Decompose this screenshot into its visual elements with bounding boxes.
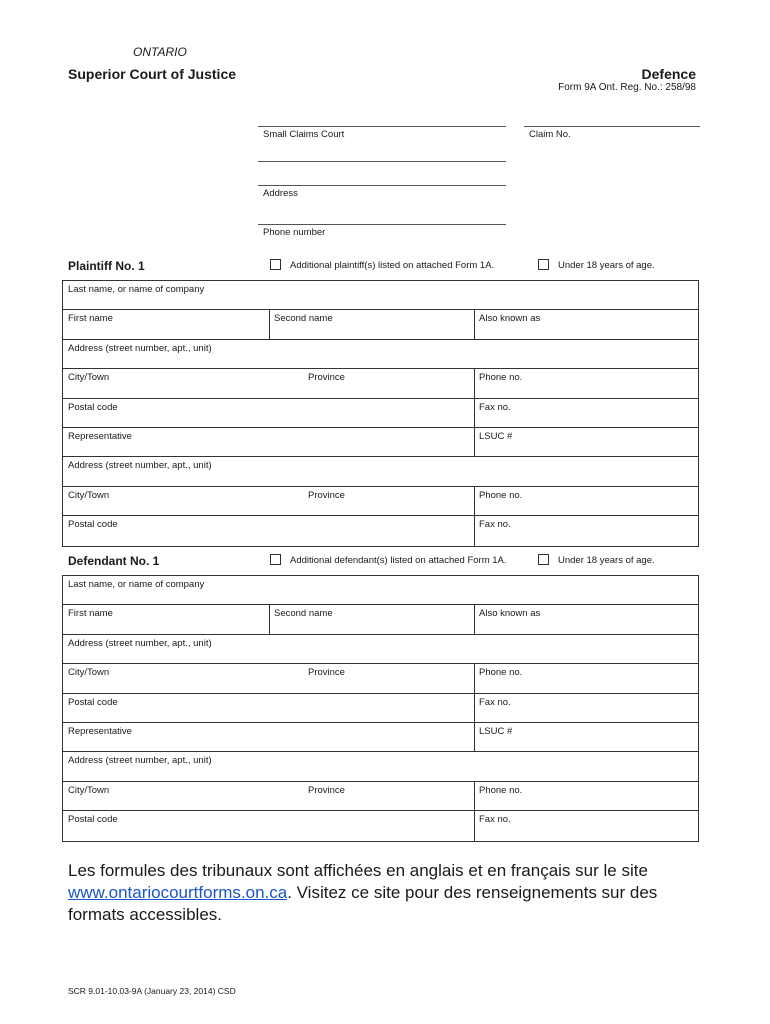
address-label: Address bbox=[263, 188, 298, 199]
notice-text-before: Les formules des tribunaux sont affichées en anglais et en français sur le site bbox=[68, 861, 648, 880]
lsuc-label[interactable]: LSUC # bbox=[479, 430, 513, 442]
rep-address-label: Address (street number, apt., unit) bbox=[68, 755, 212, 767]
fax-label[interactable]: Fax no. bbox=[479, 696, 511, 708]
plaintiff-title: Plaintiff No. 1 bbox=[68, 259, 145, 273]
postal-row bbox=[63, 399, 698, 428]
court-forms-link[interactable]: www.ontariocourtforms.on.ca bbox=[68, 883, 288, 902]
city-row bbox=[63, 369, 698, 398]
rep-city-row bbox=[63, 782, 698, 811]
french-notice bbox=[68, 860, 718, 926]
address-field-label: Address (street number, apt., unit) bbox=[68, 342, 212, 354]
rep-fax-label[interactable]: Fax no. bbox=[479, 519, 511, 531]
small-claims-court-label: Small Claims Court bbox=[263, 129, 345, 140]
postal-label[interactable]: Postal code bbox=[68, 696, 118, 708]
rep-province-label[interactable]: Province bbox=[308, 784, 345, 796]
address-row[interactable] bbox=[63, 340, 698, 369]
last-name-row[interactable] bbox=[63, 281, 698, 310]
address-row[interactable] bbox=[63, 635, 698, 664]
small-claims-court-field[interactable] bbox=[258, 126, 506, 127]
form-footer: SCR 9.01-10.03-9A (January 23, 2014) CSD bbox=[68, 986, 236, 996]
rep-province-label[interactable]: Province bbox=[308, 489, 345, 501]
plaintiff-under18-label: Under 18 years of age. bbox=[558, 260, 655, 271]
additional-plaintiffs-checkbox[interactable] bbox=[270, 259, 281, 270]
postal-label[interactable]: Postal code bbox=[68, 401, 118, 413]
first-name-label[interactable]: First name bbox=[68, 313, 113, 325]
defendant-title: Defendant No. 1 bbox=[68, 554, 160, 568]
rep-postal-row bbox=[63, 516, 698, 545]
last-name-label: Last name, or name of company bbox=[68, 579, 205, 590]
aka-label[interactable]: Also known as bbox=[479, 313, 541, 325]
rep-phone-label[interactable]: Phone no. bbox=[479, 784, 523, 796]
plaintiff-under18-checkbox[interactable] bbox=[538, 259, 549, 270]
representative-label[interactable]: Representative bbox=[68, 725, 132, 737]
representative-row bbox=[63, 428, 698, 457]
rep-address-row[interactable] bbox=[63, 752, 698, 781]
claim-no-label: Claim No. bbox=[529, 129, 571, 140]
city-row bbox=[63, 664, 698, 693]
form-number: Form 9A Ont. Reg. No.: 258/98 bbox=[558, 82, 696, 93]
address-line-2-field[interactable] bbox=[258, 185, 506, 186]
second-name-label[interactable]: Second name bbox=[274, 313, 333, 325]
rep-postal-label[interactable]: Postal code bbox=[68, 814, 118, 826]
province-label[interactable]: Province bbox=[308, 372, 345, 384]
rep-phone-label[interactable]: Phone no. bbox=[479, 489, 523, 501]
rep-city-label[interactable]: City/Town bbox=[68, 784, 110, 796]
name-row bbox=[63, 310, 698, 339]
additional-plaintiffs-label: Additional plaintiff(s) listed on attached Form 1A. bbox=[290, 260, 495, 271]
first-name-label[interactable]: First name bbox=[68, 608, 113, 620]
name-row bbox=[63, 605, 698, 634]
address-line-1-field[interactable] bbox=[258, 161, 506, 162]
rep-postal-label[interactable]: Postal code bbox=[68, 519, 118, 531]
court-name: Superior Court of Justice bbox=[68, 66, 237, 82]
defendant-under18-checkbox[interactable] bbox=[538, 554, 549, 565]
defendant-grid bbox=[62, 575, 699, 842]
rep-address-row[interactable] bbox=[63, 457, 698, 486]
rep-city-label[interactable]: City/Town bbox=[68, 489, 110, 501]
aka-label[interactable]: Also known as bbox=[479, 608, 541, 620]
rep-fax-label[interactable]: Fax no. bbox=[479, 814, 511, 826]
rep-postal-row bbox=[63, 811, 698, 840]
representative-row bbox=[63, 723, 698, 752]
form-title: Defence bbox=[641, 66, 696, 82]
fax-label[interactable]: Fax no. bbox=[479, 401, 511, 413]
phone-label[interactable]: Phone no. bbox=[479, 667, 523, 679]
additional-defendants-label: Additional defendant(s) listed on attached Form 1A. bbox=[290, 555, 507, 566]
rep-address-label: Address (street number, apt., unit) bbox=[68, 460, 212, 472]
lsuc-label[interactable]: LSUC # bbox=[479, 725, 513, 737]
address-field-label: Address (street number, apt., unit) bbox=[68, 637, 212, 649]
additional-defendants-checkbox[interactable] bbox=[270, 554, 281, 565]
city-label[interactable]: City/Town bbox=[68, 667, 110, 679]
postal-row bbox=[63, 694, 698, 723]
province-label[interactable]: Province bbox=[308, 667, 345, 679]
phone-label[interactable]: Phone no. bbox=[479, 372, 523, 384]
second-name-label[interactable]: Second name bbox=[274, 608, 333, 620]
defendant-under18-label: Under 18 years of age. bbox=[558, 555, 655, 566]
plaintiff-grid bbox=[62, 280, 699, 547]
last-name-label: Last name, or name of company bbox=[68, 284, 205, 295]
representative-label[interactable]: Representative bbox=[68, 430, 132, 442]
notice-text-after: . Visitez ce site pour des renseignements sur des formats accessibles. bbox=[68, 883, 658, 924]
phone-number-label: Phone number bbox=[263, 227, 326, 238]
last-name-row[interactable] bbox=[63, 576, 698, 605]
claim-no-field[interactable] bbox=[524, 126, 700, 127]
rep-city-row bbox=[63, 487, 698, 516]
phone-number-field[interactable] bbox=[258, 224, 506, 225]
jurisdiction-label: ONTARIO bbox=[133, 45, 187, 59]
city-label[interactable]: City/Town bbox=[68, 372, 110, 384]
